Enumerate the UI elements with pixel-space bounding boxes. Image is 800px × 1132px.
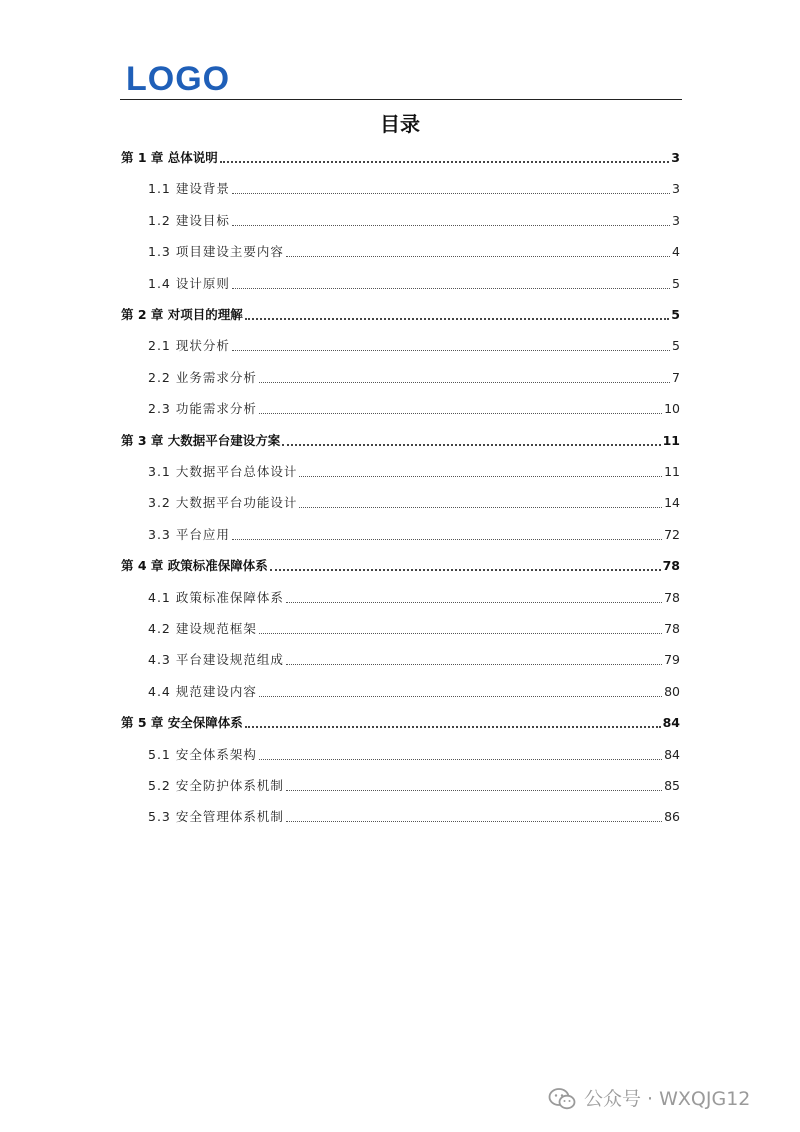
toc-section-entry[interactable] [148, 492, 680, 514]
toc-dot-leader [232, 192, 670, 194]
toc-page-number: 4 [672, 244, 680, 260]
toc-entry-label: 4.3 平台建设规范组成 [148, 652, 284, 668]
toc-title: 目录 [380, 112, 420, 136]
toc-section-entry[interactable] [148, 398, 680, 420]
toc-entry-label: 5.2 安全防护体系机制 [148, 778, 284, 793]
toc-entry-label: 3.2 大数据平台功能设计 [148, 495, 298, 511]
toc-section-entry[interactable] [148, 587, 680, 609]
toc-page-number: 84 [662, 715, 680, 731]
toc-section-entry[interactable] [148, 744, 680, 766]
toc-dot-leader [259, 381, 670, 383]
toc-dot-leader [232, 287, 670, 289]
toc-chapter-entry[interactable] [121, 304, 680, 326]
toc-page-number: 14 [664, 495, 680, 511]
toc-section-entry[interactable] [148, 178, 680, 200]
toc-page-number: 5 [672, 275, 680, 291]
toc-entry-label: 3.1 大数据平台总体设计 [148, 464, 298, 479]
toc-page-number: 11 [662, 432, 680, 448]
toc-dot-leader [286, 820, 662, 822]
toc-entry-label: 4.1 政策标准保障体系 [148, 589, 284, 605]
watermark [548, 1085, 750, 1113]
toc-dot-leader [286, 255, 670, 257]
toc-section-entry[interactable] [148, 524, 680, 546]
toc-entry-label: 4.2 建设规范框架 [148, 621, 257, 636]
toc-section-entry[interactable] [148, 210, 680, 232]
toc-section-entry[interactable] [148, 681, 680, 703]
toc-entry-label: 第 4 章 政策标准保障体系 [121, 558, 268, 574]
toc-section-entry[interactable] [148, 335, 680, 357]
toc-page-number: 78 [662, 558, 680, 574]
header-rule [120, 99, 682, 100]
toc-entry-label: 1.2 建设目标 [148, 212, 230, 228]
toc-page-number: 84 [664, 746, 680, 762]
toc-entry-label: 2.2 业务需求分析 [148, 369, 257, 385]
toc-page-number: 80 [664, 683, 680, 699]
toc-page-number: 7 [672, 369, 680, 385]
toc-entry-label: 第 3 章 大数据平台建设方案 [121, 432, 281, 448]
toc-dot-leader [245, 725, 661, 728]
wechat-icon [548, 1087, 576, 1111]
toc-page-number: 10 [664, 401, 680, 417]
toc-page-number: 3 [672, 181, 680, 197]
toc-section-entry[interactable] [148, 775, 680, 797]
toc-section-entry[interactable] [148, 461, 680, 483]
toc-dot-leader [299, 475, 662, 477]
toc-section-entry[interactable] [148, 806, 680, 828]
toc-page-number: 72 [664, 526, 680, 542]
toc-entry-label: 2.3 功能需求分析 [148, 401, 257, 417]
toc-dot-leader [299, 506, 662, 508]
toc-chapter-entry[interactable] [121, 712, 680, 734]
logo: LOGO [126, 60, 231, 98]
toc-page-number: 79 [664, 652, 680, 668]
toc-entry-label: 4.4 规范建设内容 [148, 683, 257, 699]
toc-entry-label: 1.4 设计原则 [148, 275, 230, 291]
toc-page-number: 3 [671, 150, 680, 165]
toc-entry-label: 第 5 章 安全保障体系 [121, 715, 243, 731]
toc-chapter-entry[interactable] [121, 147, 680, 169]
toc-dot-leader [245, 317, 670, 320]
toc-page-number: 85 [664, 778, 680, 793]
toc-page-number: 86 [664, 809, 680, 825]
toc-entry-label: 第 2 章 对项目的理解 [121, 307, 243, 322]
toc-section-entry[interactable] [148, 618, 680, 640]
toc-entry-label: 5.3 安全管理体系机制 [148, 809, 284, 825]
toc-page-number: 3 [672, 212, 680, 228]
toc-entry-label: 2.1 现状分析 [148, 338, 230, 354]
toc-dot-leader [220, 160, 670, 163]
toc-page-number: 11 [664, 464, 680, 479]
toc-entry-label: 第 1 章 总体说明 [121, 150, 218, 165]
toc-dot-leader [270, 568, 661, 571]
watermark-text: 公众号 · WXQJG12 [584, 1088, 751, 1110]
toc-section-entry[interactable] [148, 273, 680, 295]
toc-dot-leader [259, 758, 662, 760]
toc-entry-label: 1.3 项目建设主要内容 [148, 244, 284, 260]
toc-dot-leader [259, 632, 662, 634]
toc-chapter-entry[interactable] [121, 430, 680, 452]
toc-dot-leader [286, 789, 662, 791]
toc-page-number: 5 [672, 338, 680, 354]
toc-section-entry[interactable] [148, 649, 680, 671]
toc-dot-leader [259, 695, 662, 697]
toc-dot-leader [286, 663, 662, 665]
toc-section-entry[interactable] [148, 367, 680, 389]
toc-entry-label: 5.1 安全体系架构 [148, 746, 257, 762]
toc-chapter-entry[interactable] [121, 555, 680, 577]
toc-page-number: 5 [671, 307, 680, 322]
toc-dot-leader [232, 538, 662, 540]
toc-page-number: 78 [664, 621, 680, 636]
toc-dot-leader [282, 443, 660, 446]
toc-dot-leader [259, 412, 662, 414]
toc-page-number: 78 [664, 589, 680, 605]
toc-section-entry[interactable] [148, 241, 680, 263]
toc-entry-label: 1.1 建设背景 [148, 181, 230, 197]
toc-entry-label: 3.3 平台应用 [148, 526, 230, 542]
toc-dot-leader [232, 224, 670, 226]
toc-dot-leader [232, 349, 670, 351]
toc-dot-leader [286, 601, 662, 603]
